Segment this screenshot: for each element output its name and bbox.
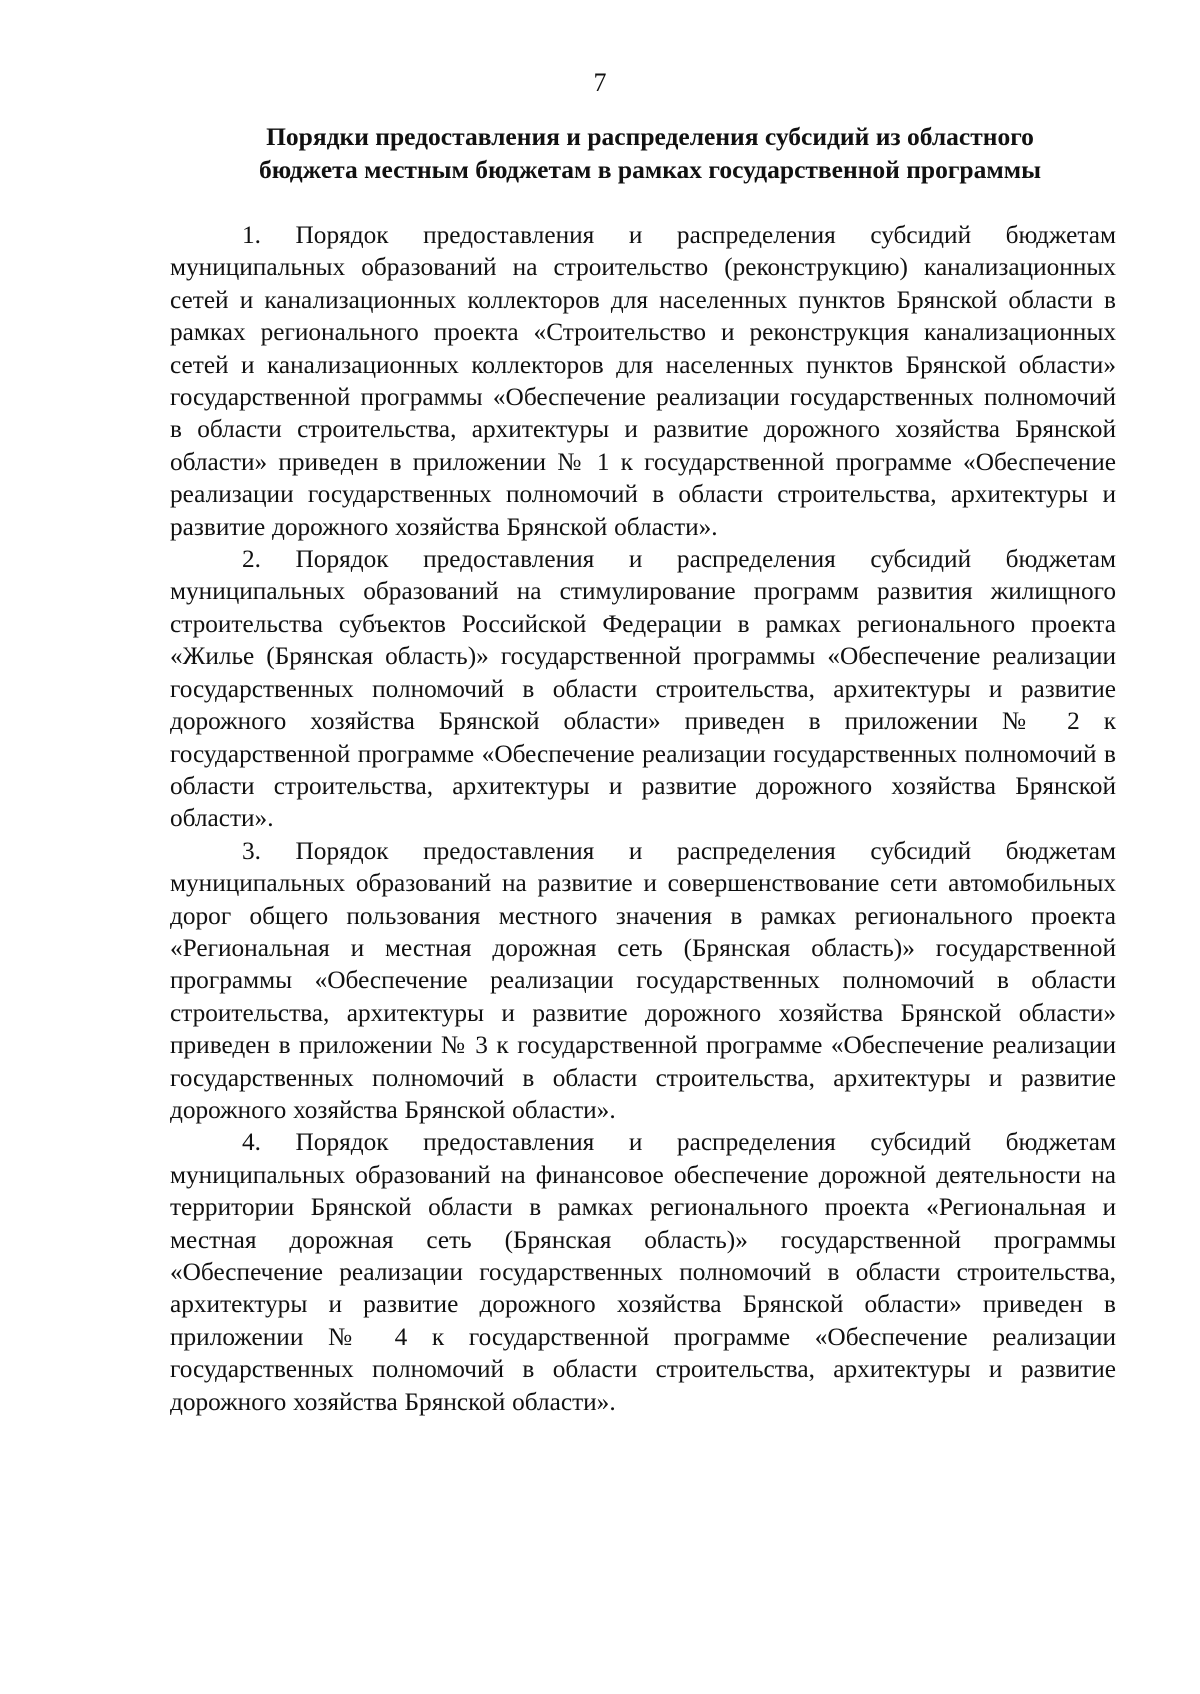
title-line-1: Порядки предоставления и распределения субсидий из областного (266, 122, 1034, 151)
paragraph-1: 1. Порядок предоставления и распределения субсидий бюджетам муниципальных образований на строительство (реконструкцию) канализационных сетей и канализационных коллекторов для населенных пунктов Брянской области в рамках регионального проекта «Строительство и реконструкция канализационных сетей и канализационных коллекторов для населенных пунктов Брянской области» государственной программы «Обеспечение реализации государственных полномочий в области строительства, архитектуры и развитие дорожного хозяйства Брянской области» приведен в приложении № 1 к государственной программе «Обеспечение реализации государственных полномочий в области строительства, архитектуры и развитие дорожного хозяйства Брянской области». (170, 221, 1116, 541)
document-body (170, 219, 1116, 1418)
paragraph-3: 3. Порядок предоставления и распределения субсидий бюджетам муниципальных образований на развитие и совершенствование сети автомобильных дорог общего пользования местного значения в рамках регионального проекта «Региональная и местная дорожная сеть (Брянская область)» государственной программы «Обеспечение реализации государственных полномочий в области строительства, архитектуры и развитие дорожного хозяйства Брянской области» приведен в приложении № 3 к государственной программе «Обеспечение реализации государственных полномочий в области строительства, архитектуры и развитие дорожного хозяйства Брянской области». (170, 836, 1116, 1124)
page-number: 7 (593, 68, 607, 97)
paragraph-4: 4. Порядок предоставления и распределения субсидий бюджетам муниципальных образований на финансовое обеспечение дорожной деятельности на территории Брянской области в рамках регионального проекта «Региональная и местная дорожная сеть (Брянская область)» государственной программы «Обеспечение реализации государственных полномочий в области строительства, архитектуры и развитие дорожного хозяйства Брянской области» приведен в приложении № 4 к государственной программе «Обеспечение реализации государственных полномочий в области строительства, архитектуры и развитие дорожного хозяйства Брянской области». (170, 1128, 1116, 1416)
paragraph-2: 2. Порядок предоставления и распределения субсидий бюджетам муниципальных образований на стимулирование программ развития жилищного строительства субъектов Российской Федерации в рамках регионального проекта «Жилье (Брянская область)» государственной программы «Обеспечение реализации государственных полномочий в области строительства, архитектуры и развитие дорожного хозяйства Брянской области» приведен в приложении № 2 к государственной программе «Обеспечение реализации государственных полномочий в области строительства, архитектуры и развитие дорожного хозяйства Брянской области». (170, 545, 1116, 833)
title-line-2: бюджета местным бюджетам в рамках государственной программы (259, 155, 1041, 184)
document-title (170, 120, 1130, 186)
